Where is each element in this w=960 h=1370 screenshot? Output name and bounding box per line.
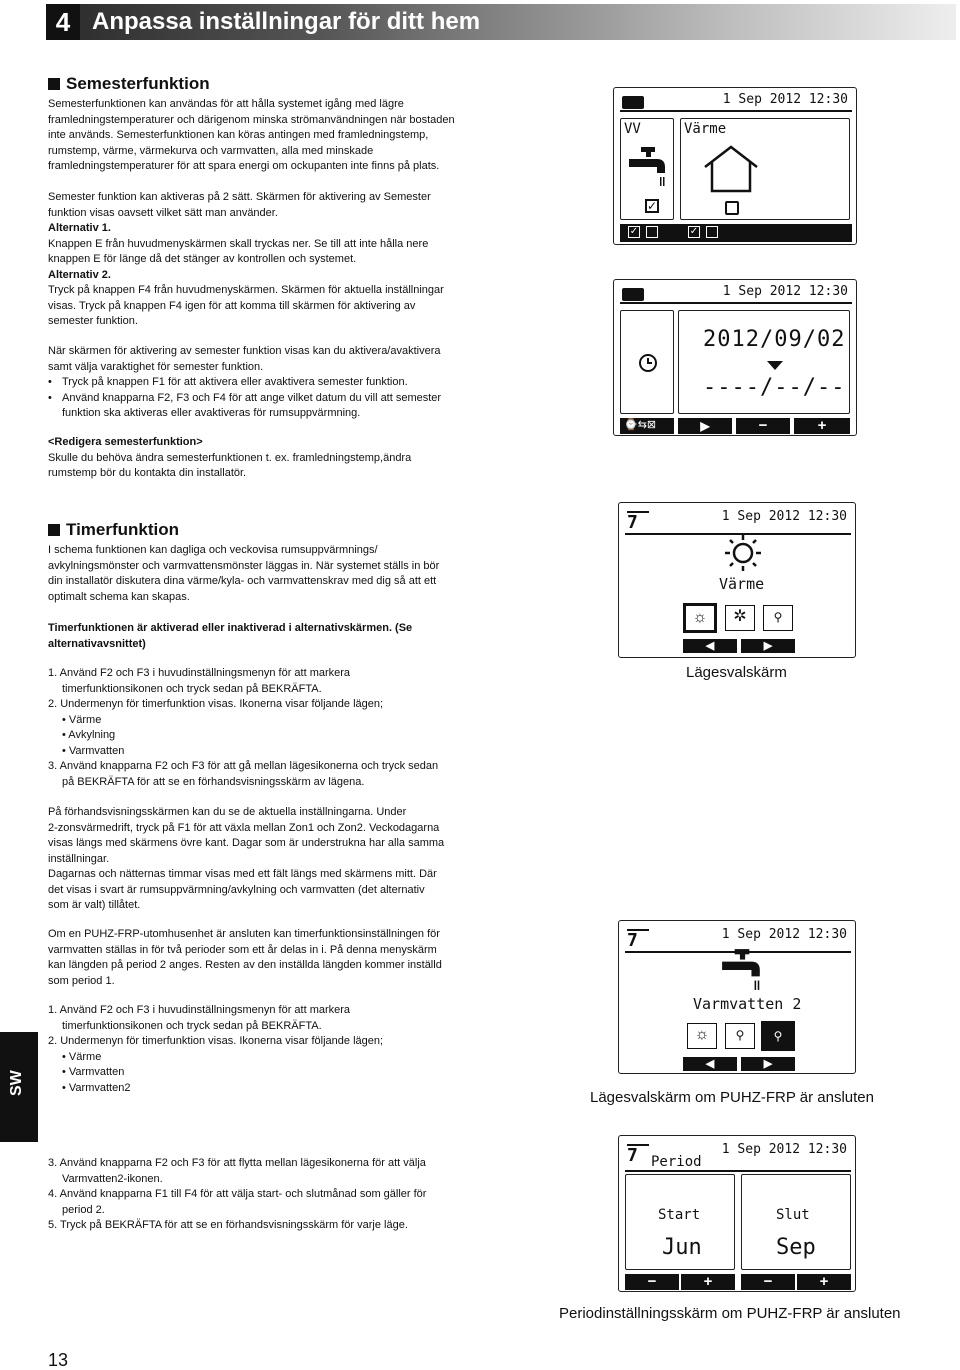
clock-panel <box>620 310 674 414</box>
timer-steps-c: 3. Använd knapparna F2 och F3 för att flytta mellan lägesikonerna för att välja Varmvatten2-ikonen. 4. Använd knapparna F1 till F4 för att välja start- och slutmånad som gäller för period 2. 5. Tryck på BEKRÄFTA för att se en förhandsvisningsskärm för varje läge. <box>48 1157 427 1231</box>
vv-panel <box>620 118 674 220</box>
sun-icon <box>720 533 766 573</box>
schedule-7-icon: 7 <box>627 511 649 531</box>
timer-heading: Timerfunktion <box>48 520 179 540</box>
f3-minus-button[interactable]: − <box>741 1274 795 1290</box>
timer-off-icon: ⌚⇆⊠ <box>624 419 657 431</box>
date-arrow-down-icon <box>767 361 783 370</box>
lcd-holiday-activation <box>613 87 857 245</box>
varme-panel <box>680 118 850 220</box>
holiday-end-date: ----/--/-- <box>703 375 846 400</box>
page-number: 13 <box>48 1350 69 1370</box>
f3-right-button[interactable]: ▶ <box>741 639 795 653</box>
lcd-top-rule <box>620 110 852 112</box>
start-month: Jun <box>662 1235 702 1260</box>
hot-water-mode-icon[interactable]: ⚲ <box>725 1023 755 1049</box>
timer-frp-text: Om en PUHZ-FRP-utomhusenhet är ansluten kan timerfunktionsinställningen för varmvatten ställas in för två perioder som ett år delas in i. På denna menyskärm kan längden på period 2 anges. Resten av den inställda längden kommer inställd som period 1. <box>48 928 442 987</box>
house-icon <box>701 143 761 193</box>
heating-mode-icon[interactable]: ☼ <box>687 1023 717 1049</box>
start-panel <box>625 1174 735 1270</box>
lcd-top-rule <box>620 302 852 304</box>
end-month: Sep <box>776 1235 816 1260</box>
lcd-top-rule <box>625 1170 851 1172</box>
vv-label: VV <box>624 121 641 137</box>
f1-box-icon <box>646 226 658 238</box>
varme-label: Värme <box>684 121 727 137</box>
language-side-tab: SW <box>0 1032 38 1142</box>
semester-heading: Semesterfunktion <box>48 74 210 94</box>
timer-steps-b: 1. Använd F2 och F3 i huvudinställningsmenyn för att markera timerfunktionsikonen och tryck sedan på BEKRÄFTA. 2. Undermenyn för timerfunktion visas. Ikonerna visar följande lägen; • Värme • Varmvatten • Varmvatten2 <box>48 1004 384 1094</box>
holiday-suitcase-icon <box>622 96 644 109</box>
semester-edit-text: <Redigera semesterfunktion> Skulle du behöva ändra semesterfunktionen t. ex. framledningstemp,ändra rumstemp bör du kontakta din installatör. <box>48 436 412 479</box>
caption-period-frp: Periodinställningsskärm om PUHZ-FRP är ansluten <box>559 1305 901 1322</box>
chapter-title: Anpassa inställningar för ditt hem <box>92 8 481 35</box>
f2-left-button[interactable]: ◀ <box>683 639 737 653</box>
tap-icon <box>627 145 669 187</box>
lcd-holiday-date <box>613 279 857 436</box>
heating-mode-icon[interactable]: ☼ <box>683 603 717 633</box>
semester-usage-text: När skärmen för aktivering av semester funktion visas kan du aktivera/avaktivera samt välja varaktighet för semester funktion. • Tryck på knappen F1 för att aktivera eller avaktivera semester funktion. • Använd knapparna F2, F3 och F4 för att ange vilket datum du vill att semester funktion ska aktiveras eller avaktiveras för rumsuppvärmning. <box>48 345 442 419</box>
holiday-suitcase-icon <box>622 288 644 301</box>
start-label: Start <box>658 1207 701 1223</box>
f4-plus-button[interactable]: + <box>797 1274 851 1290</box>
timer-preview-text: På förhandsvisningsskärmen kan du se de aktuella inställningarna. Under 2-zonsvärmedrift, tryck på F1 för att växla mellan Zon1 och Zon2. Veckodagarna visas längs med skärmens övre kant. Dagar som är understrukna har alla samma inställningar. Dagarnas och nätternas timmar visas med ett fält längs med skärmens mitt. Där det visas i svart är rumsuppvärmning/avkylning och varmvatten (det alternativ som är valt) tillåtet. <box>48 806 445 911</box>
lcd-date-time: 1 Sep 2012 12:30 <box>721 1142 847 1157</box>
f1-bar <box>620 418 674 434</box>
lcd-mode-select <box>618 502 856 658</box>
cooling-mode-icon[interactable]: ✲ <box>725 605 755 631</box>
heading-square-icon <box>48 524 60 536</box>
f3-minus-button[interactable]: − <box>736 418 790 434</box>
tap-icon <box>719 947 765 991</box>
lcd-date-time: 1 Sep 2012 12:30 <box>722 284 848 299</box>
f2-box-icon <box>706 226 718 238</box>
clock-icon <box>638 353 658 373</box>
selected-mode-label: Varmvatten 2 <box>693 995 802 1013</box>
period-title: Period <box>651 1154 702 1170</box>
lcd-date-time: 1 Sep 2012 12:30 <box>721 927 847 942</box>
caption-mode-select: Lägesvalskärm <box>686 664 787 681</box>
caption-mode-select-frp: Lägesvalskärm om PUHZ-FRP är ansluten <box>590 1089 874 1106</box>
end-panel <box>741 1174 851 1270</box>
timer-intro-text: I schema funktionen kan dagliga och veckovisa rumsuppvärmnings/ avkylningsmönster och varmvattensmönster läggas in. När systemet ställs in bör din installatör diskutera dina värme/kyla- och varmvattenskrav med dig så att ett optimalt schema kan skapas. <box>48 544 440 603</box>
hot-water-mode-icon[interactable]: ⚲ <box>763 605 793 631</box>
heading-square-icon <box>48 78 60 90</box>
f2-check-icon: ✓ <box>689 226 699 237</box>
hot-water-2-mode-icon[interactable]: ⚲ <box>761 1021 795 1051</box>
f1-check-icon: ✓ <box>629 226 639 237</box>
timer-note-text: Timerfunktionen är aktiverad eller inaktiverad i alternativskärmen. (Se alternativavsnittet) <box>48 622 413 650</box>
semester-activation-text: Semester funktion kan aktiveras på 2 sätt. Skärmen för aktivering av Semester funktion visas oavsett vilket sätt man använder. Alternativ 1. Knappen E från huvudmenyskärmen skall tryckas ner. Se till att inte hålla nere knappen E för länge då det stänger av kontrollen och systemet. Alternativ 2. Tryck på knappen F4 från huvudmenyskärmen. Skärmen för aktuella inställningar visas. Tryck på knappen F4 igen för att komma till skärmen för aktivering av semester funktion. <box>48 191 444 327</box>
f1-minus-button[interactable]: − <box>625 1274 679 1290</box>
timer-steps-a: 1. Använd F2 och F3 i huvudinställningsmenyn för att markera timerfunktionsikonen och tryck sedan på BEKRÄFTA. 2. Undermenyn för timerfunktion visas. Ikonerna visar följande lägen; • Värme • Avkylning • Varmvatten 3. Använd knapparna F2 och F3 för att gå mellan lägesikonerna och tryck sedan på BEKRÄFTA för att se en förhandsvisningsskärm av lägena. <box>48 667 439 788</box>
lcd-date-time: 1 Sep 2012 12:30 <box>722 92 848 107</box>
f2-right-button[interactable]: ▶ <box>678 418 732 434</box>
vv-checkbox-checked: ✓ <box>647 199 658 213</box>
schedule-7-icon: 7 <box>627 1144 649 1164</box>
varme-checkbox-empty <box>725 201 739 215</box>
f2-plus-button[interactable]: + <box>681 1274 735 1290</box>
lcd-function-bar <box>620 224 852 242</box>
f3-right-button[interactable]: ▶ <box>741 1057 795 1071</box>
lcd-mode-select-frp <box>618 920 856 1074</box>
selected-mode-label: Värme <box>719 575 765 593</box>
holiday-start-date: 2012/09/02 <box>703 327 846 352</box>
semester-text: Semesterfunktionen kan användas för att hålla systemet igång med lägre framledningstemperaturer och därigenom minska strömanvändningen när bostaden inte används. Semesterfunktionen kan köras antingen med framledningstemp, rumstemp, värme, värmekurva och varmvatten, alla med minskade framledningstemperaturer för att spara energi om ockupanten inte finns på plats. <box>48 98 455 172</box>
schedule-7-icon: 7 <box>627 929 649 949</box>
f2-left-button[interactable]: ◀ <box>683 1057 737 1071</box>
f4-plus-button[interactable]: + <box>794 418 850 434</box>
lcd-date-time: 1 Sep 2012 12:30 <box>721 509 847 524</box>
chapter-number: 4 <box>46 4 80 40</box>
lcd-period-setting <box>618 1135 856 1292</box>
end-label: Slut <box>776 1207 810 1223</box>
date-entry-panel <box>678 310 850 414</box>
